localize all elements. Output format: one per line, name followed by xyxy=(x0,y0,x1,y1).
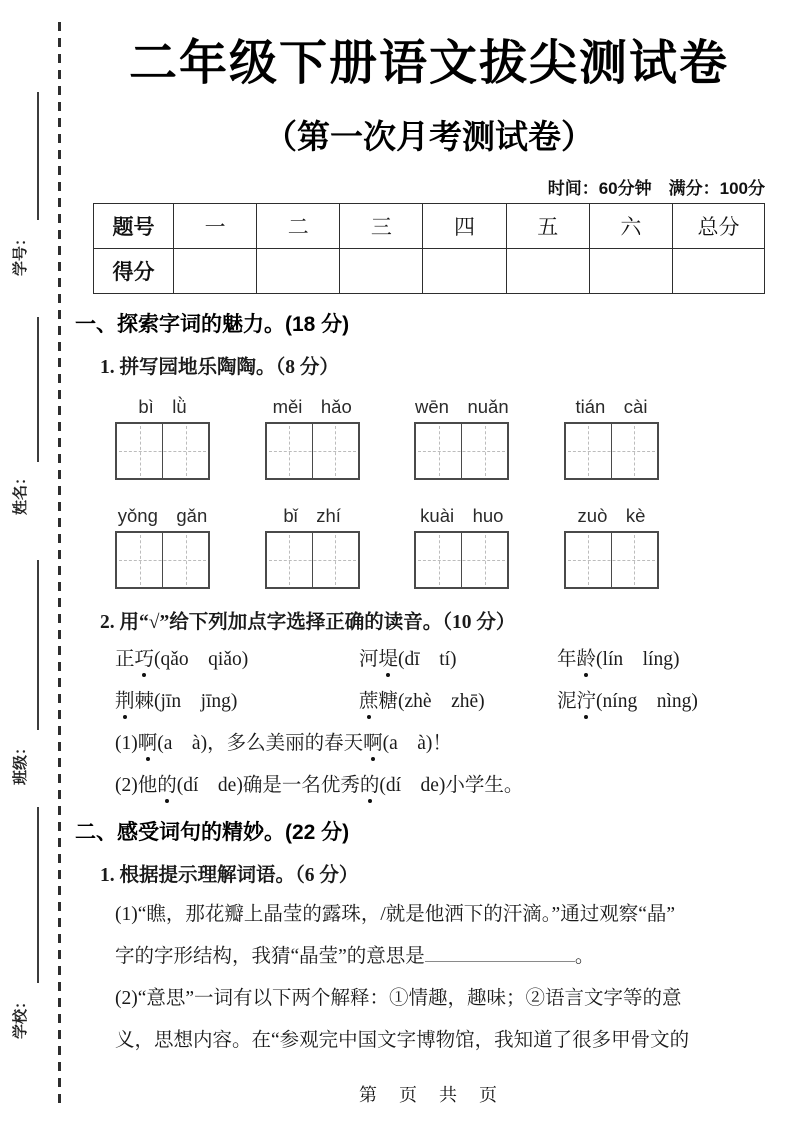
pinyin-group xyxy=(564,502,659,589)
pinyin-label: wēn nuǎn xyxy=(415,396,509,417)
score-table-col: 六 xyxy=(589,204,672,249)
name-label: 姓名： xyxy=(11,469,29,515)
score-table-col-total: 总分 xyxy=(673,204,765,249)
class-write-line[interactable] xyxy=(37,560,39,730)
pronunciation-item[interactable]: 正巧(qǎo qiǎo) xyxy=(115,649,249,670)
section1-heading: 一、探索字词的魅力。(18 分) xyxy=(75,313,350,336)
student-id-write-line[interactable] xyxy=(37,92,39,220)
score-table-col: 五 xyxy=(506,204,589,249)
section1-q1-label: 1. 拼写园地乐陶陶。（8 分） xyxy=(100,357,339,378)
class-label: 班级： xyxy=(11,739,29,785)
score-cell[interactable] xyxy=(257,249,340,294)
pronunciation-item[interactable]: 河堤(dī tí) xyxy=(359,649,457,670)
writing-grid-box[interactable] xyxy=(564,422,659,480)
score-row-label: 得分 xyxy=(94,249,174,294)
time-score-info: 时间：60分钟 满分：100分 xyxy=(547,179,765,198)
pinyin-label: měi hǎo xyxy=(272,396,352,417)
section2-q1-p2-line1: (2)“意思”一词有以下两个解释：①情趣，趣味；②语言文字等的意 xyxy=(115,988,682,1009)
pronunciation-options xyxy=(115,646,765,716)
pronunciation-item[interactable]: 荆棘(jīn jīng) xyxy=(115,691,238,712)
writing-grid-box[interactable] xyxy=(265,422,360,480)
pinyin-row-1 xyxy=(115,393,659,480)
section1-q2-sub2: (2)他的(dí de)确是一名优秀的(dí de)小学生。 xyxy=(115,775,524,796)
score-cell-total[interactable] xyxy=(673,249,765,294)
score-table xyxy=(93,203,765,294)
pinyin-group xyxy=(414,393,509,480)
writing-grid-box[interactable] xyxy=(115,422,210,480)
page-footer: 第 页 共 页 xyxy=(359,1085,499,1105)
binding-dashed-line xyxy=(58,22,61,1105)
section2-q1-label: 1. 根据提示理解词语。（6 分） xyxy=(100,865,359,886)
pinyin-label: bǐ zhí xyxy=(283,505,341,526)
name-write-line[interactable] xyxy=(37,317,39,462)
score-cell[interactable] xyxy=(589,249,672,294)
exam-page xyxy=(75,0,765,1055)
pinyin-label: tián cài xyxy=(575,396,648,417)
exam-subtitle: （第一次月考测试卷） xyxy=(264,118,594,155)
pinyin-group xyxy=(265,393,360,480)
writing-grid-box[interactable] xyxy=(265,531,360,589)
pronunciation-item[interactable]: 年龄(lín líng) xyxy=(557,649,680,670)
pinyin-group xyxy=(414,502,509,589)
writing-grid-box[interactable] xyxy=(414,531,509,589)
score-table-score-row xyxy=(94,249,765,294)
score-table-col: 三 xyxy=(340,204,423,249)
score-cell[interactable] xyxy=(506,249,589,294)
score-cell[interactable] xyxy=(340,249,423,294)
writing-grid-box[interactable] xyxy=(414,422,509,480)
score-table-col: 一 xyxy=(174,204,257,249)
section1-q2-label: 2. 用“√”给下列加点字选择正确的读音。（10 分） xyxy=(100,612,516,633)
pinyin-label: kuài huo xyxy=(420,505,504,526)
pinyin-label: yǒng gǎn xyxy=(117,505,208,526)
score-cell[interactable] xyxy=(174,249,257,294)
pronunciation-item[interactable]: 泥泞(níng nìng) xyxy=(557,691,698,712)
pinyin-group xyxy=(564,393,659,480)
school-write-line[interactable] xyxy=(37,807,39,983)
exam-title: 二年级下册语文拔尖测试卷 xyxy=(128,37,729,90)
answer-blank[interactable] xyxy=(425,956,575,962)
section1-q2-sub1: (1)啊(a à)，多么美丽的春天啊(a à)！ xyxy=(115,733,452,754)
pronunciation-item[interactable]: 蔗糖(zhè zhē) xyxy=(359,691,485,712)
score-table-header-row xyxy=(94,204,765,249)
score-cell[interactable] xyxy=(423,249,506,294)
school-label: 学校： xyxy=(11,993,29,1039)
score-table-col: 四 xyxy=(423,204,506,249)
pinyin-group xyxy=(115,393,210,480)
section2-q1-p1-line1: (1)“瞧，那花瓣上晶莹的露珠，/就是他洒下的汗滴。”通过观察“晶” xyxy=(115,904,676,925)
pinyin-label: bì lǜ xyxy=(138,396,187,417)
pinyin-group xyxy=(265,502,360,589)
score-table-corner: 题号 xyxy=(94,204,174,249)
pinyin-row-2 xyxy=(115,502,659,589)
pinyin-label: zuò kè xyxy=(577,505,646,526)
writing-grid-box[interactable] xyxy=(564,531,659,589)
writing-grid-box[interactable] xyxy=(115,531,210,589)
section2-q1-p2-line2: 义，思想内容。在“参观完中国文字博物馆，我知道了很多甲骨文的 xyxy=(115,1030,690,1051)
section2-heading: 二、感受词句的精妙。(22 分) xyxy=(75,821,350,844)
pinyin-group xyxy=(115,502,210,589)
score-table-col: 二 xyxy=(257,204,340,249)
section2-q1-p1-line2: 字的字形结构，我猜“晶莹”的意思是 。 xyxy=(115,946,595,967)
student-id-label: 学号： xyxy=(11,230,29,276)
